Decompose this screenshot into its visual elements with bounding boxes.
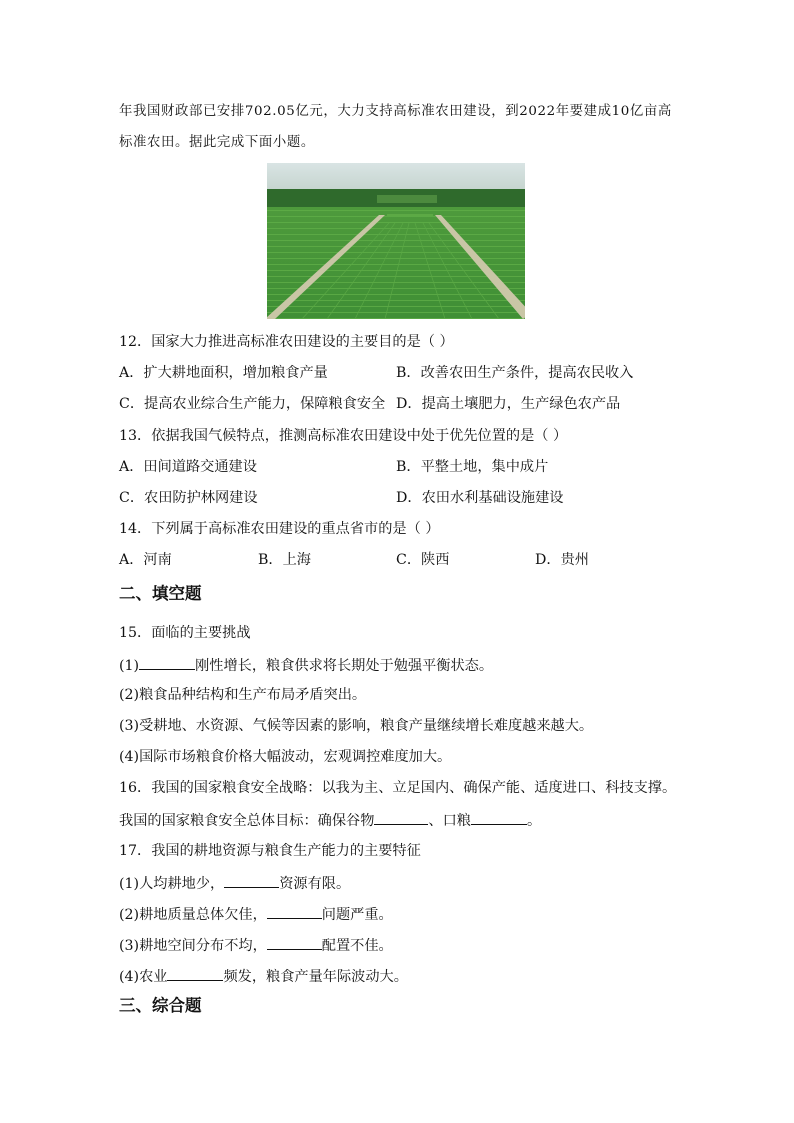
fill-blank[interactable] (267, 904, 322, 919)
intro-line-1: 年我国财政部已安排702.05亿元，大力支持高标准农田建设，到2022年要建成10亿亩高 (119, 104, 672, 119)
question-14-stem: 14．下列属于高标准农田建设的重点省市的是（ ） (119, 521, 440, 537)
question-17-item-4-prefix: (4)农业 (119, 969, 168, 985)
question-15-item-1-text: 刚性增长，粮食供求将长期处于勉强平衡状态。 (195, 658, 494, 674)
fill-blank[interactable] (374, 810, 428, 825)
question-16-item-1-suffix: 。 (526, 813, 542, 829)
question-12-option-c: C．提高农业综合生产能力，保障粮食安全 (119, 396, 386, 412)
question-13-option-d: D．农田水利基础设施建设 (396, 490, 564, 506)
question-12-option-b: B．改善农田生产条件，提高农民收入 (396, 365, 634, 381)
question-16-item-1 (119, 810, 541, 830)
question-17-item-3 (119, 935, 393, 955)
farmland-photo-svg (267, 163, 525, 319)
question-14-option-b: B．上海 (258, 552, 311, 568)
fill-blank[interactable] (224, 873, 279, 888)
question-17-item-3-prefix: (3)耕地空间分布不均， (119, 938, 267, 954)
question-15-stem: 15．面临的主要挑战 (119, 625, 251, 641)
section-3-heading: 三、综合题 (119, 996, 202, 1015)
question-17-item-1 (119, 873, 350, 893)
section-2-heading: 二、填空题 (119, 584, 202, 603)
intro-line-2: 标准农田。据此完成下面小题。 (119, 135, 315, 150)
question-12-option-d: D．提高土壤肥力，生产绿色农产品 (396, 396, 621, 412)
question-15-item-1 (119, 655, 493, 675)
question-17-stem: 17．我国的耕地资源与粮食生产能力的主要特征 (119, 843, 421, 859)
question-13-option-b: B．平整土地，集中成片 (396, 459, 549, 475)
question-15-item-3: (3)受耕地、水资源、气候等因素的影响，粮食产量继续增长难度越来越大。 (119, 718, 594, 734)
question-14-option-c: C．陕西 (396, 552, 450, 568)
question-13-option-c: C．农田防护林网建设 (119, 490, 258, 506)
farmland-photo (267, 163, 525, 319)
question-15-item-1-prefix: (1) (119, 658, 140, 674)
question-12-stem: 12．国家大力推进高标准农田建设的主要目的是（ ） (119, 334, 454, 350)
question-15-item-2: (2)粮食品种结构和生产布局矛盾突出。 (119, 687, 367, 703)
fill-blank[interactable] (471, 810, 527, 825)
fill-blank[interactable] (267, 935, 322, 950)
question-13-option-a: A．田间道路交通建设 (119, 459, 257, 475)
question-16-stem: 16．我国的国家粮食安全战略：以我为主、立足国内、确保产能、适度进口、科技支撑。 (119, 780, 677, 796)
fill-blank[interactable] (167, 966, 223, 981)
question-17-item-1-text: 资源有限。 (279, 876, 351, 892)
question-17-item-2-prefix: (2)耕地质量总体欠佳， (119, 907, 267, 923)
question-12-option-a: A．扩大耕地面积，增加粮食产量 (119, 365, 328, 381)
question-16-item-1-mid: 、口粮 (428, 813, 471, 829)
question-13-stem: 13．依据我国气候特点，推测高标准农田建设中处于优先位置的是（ ） (119, 428, 568, 444)
fill-blank[interactable] (139, 655, 195, 670)
question-16-item-1-prefix: 我国的国家粮食安全总体目标：确保谷物 (119, 813, 375, 829)
question-17-item-1-prefix: (1)人均耕地少， (119, 876, 225, 892)
question-15-item-4: (4)国际市场粮食价格大幅波动，宏观调控难度加大。 (119, 749, 452, 765)
question-17-item-4 (119, 966, 408, 986)
question-17-item-4-text: 频发，粮食产量年际波动大。 (223, 969, 408, 985)
question-17-item-2-text: 问题严重。 (321, 907, 393, 923)
question-17-item-3-text: 配置不佳。 (321, 938, 393, 954)
question-14-option-d: D．贵州 (535, 552, 589, 568)
question-17-item-2 (119, 904, 393, 924)
question-14-option-a: A．河南 (119, 552, 172, 568)
